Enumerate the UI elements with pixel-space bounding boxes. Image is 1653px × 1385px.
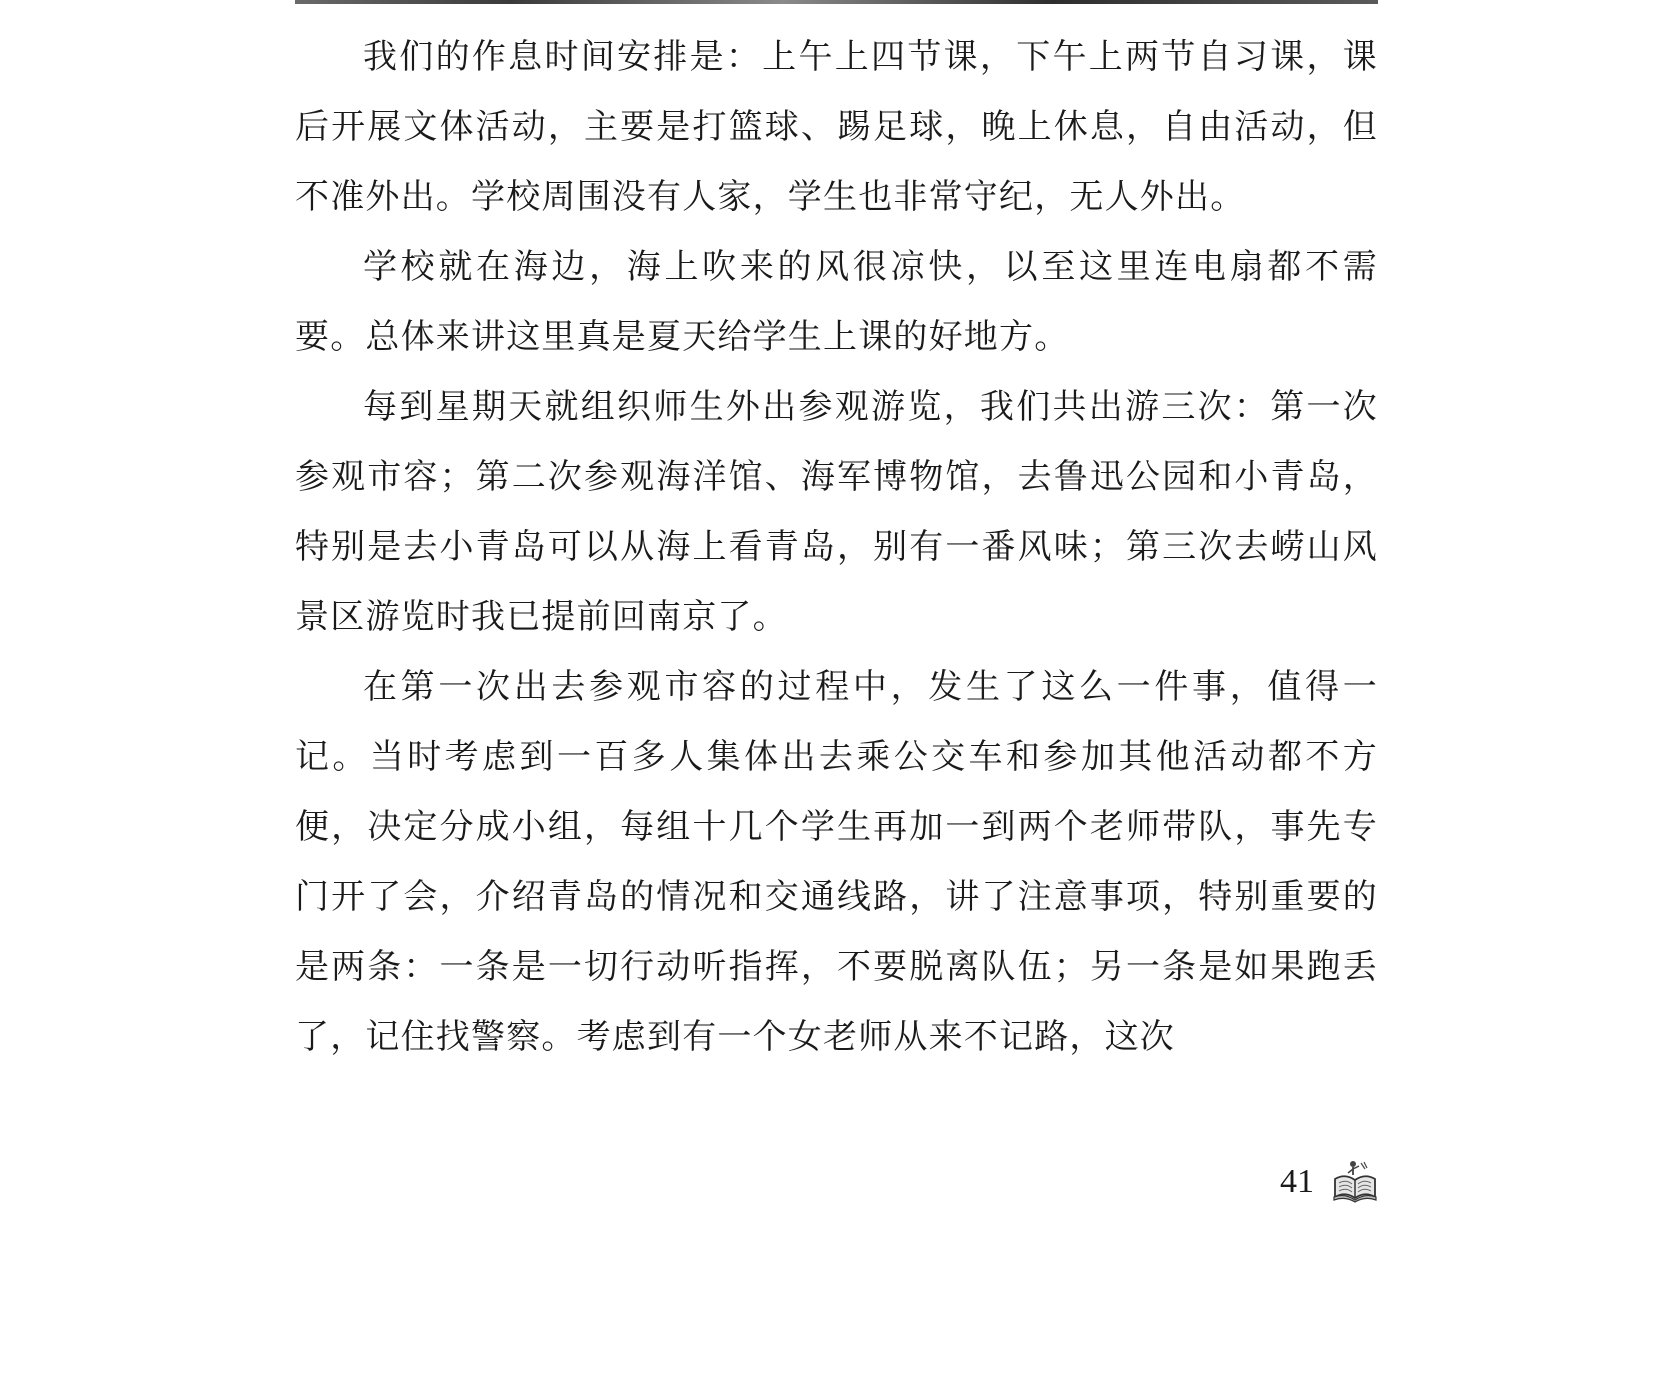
paragraph-first-outing: 在第一次出去参观市容的过程中，发生了这么一件事，值得一记。当时考虑到一百多人集体出去乘公交车和参加其他活动都不方便，决定分成小组，每组十几个学生再加一到两个老师带队，事先专门开了会，介绍青岛的情况和交通线路，讲了注意事项，特别重要的是两条：一条是一切行动听指挥，不要脱离队伍；另一条是如果跑丢了，记住找警察。考虑到有一个女老师从来不记路，这次: [295, 667, 1378, 1057]
top-photo-edge: [295, 0, 1378, 4]
paragraph-schedule: 我们的作息时间安排是：上午上四节课，下午上两节自习课，课后开展文体活动，主要是打篮球、踢足球，晚上休息，自由活动，但不准外出。学校周围没有人家，学生也非常守纪，无人外出。: [295, 37, 1378, 217]
open-book-icon: [1331, 1159, 1379, 1203]
paragraph-outings: 每到星期天就组织师生外出参观游览，我们共出游三次：第一次参观市容；第二次参观海洋馆、海军博物馆，去鲁迅公园和小青岛，特别是去小青岛可以从海上看青岛，别有一番风味；第三次去崂山风景区游览时我已提前回南京了。: [295, 387, 1378, 637]
body-text: [295, 22, 1378, 1072]
page-number: 41: [1280, 1163, 1314, 1200]
paragraph-seaside: 学校就在海边，海上吹来的风很凉快，以至这里连电扇都不需要。总体来讲这里真是夏天给学生上课的好地方。: [295, 247, 1378, 357]
